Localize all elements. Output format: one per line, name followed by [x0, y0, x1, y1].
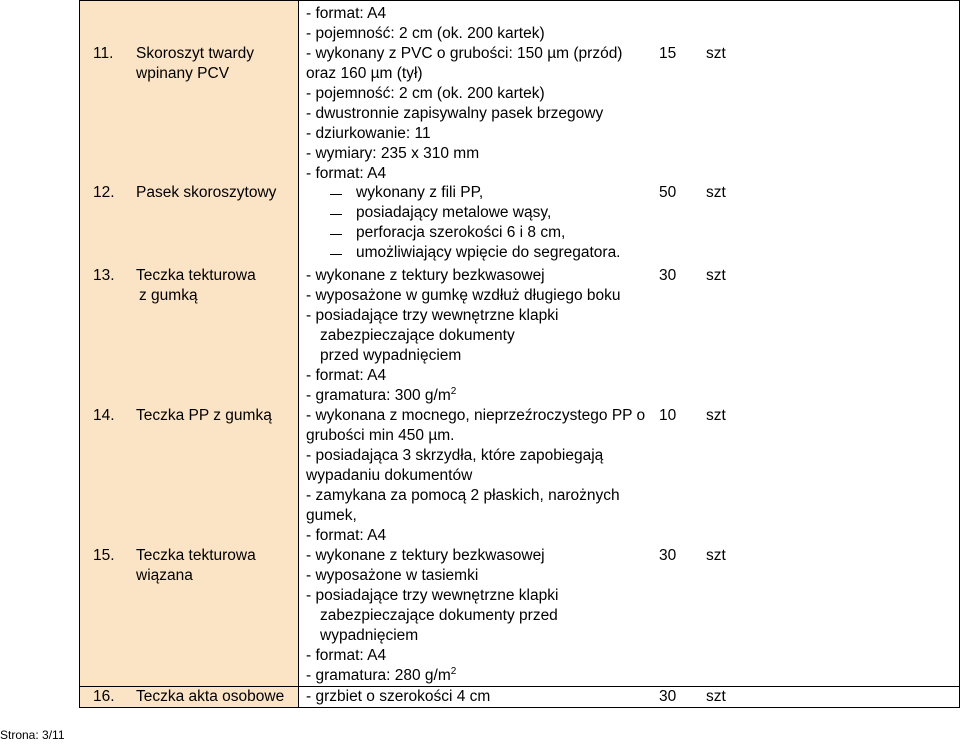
item-name: Teczka tekturowa: [136, 267, 256, 284]
item-quantity: 30: [659, 688, 677, 705]
item-name: z gumką: [139, 287, 198, 304]
item-name: wiązana: [136, 567, 193, 584]
desc-line: - grzbiet o szerokości 4 cm: [306, 688, 491, 705]
desc-line: - wykonane z tektury bezkwasowej: [306, 547, 545, 564]
superscript: 2: [450, 666, 457, 677]
superscript: 2: [450, 386, 457, 397]
desc-text: - gramatura: 300 g/m: [306, 387, 451, 404]
desc-line: - wymiary: 235 x 310 mm: [306, 145, 480, 162]
desc-line: zabezpieczające dokumenty przed: [320, 607, 558, 624]
desc-line: - dwustronnie zapisywalny pasek brzegowy: [306, 105, 604, 122]
desc-line: - posiadająca 3 skrzydła, które zapobiegają: [306, 447, 604, 464]
table-col-divider: [298, 0, 299, 708]
item-quantity: 30: [659, 547, 677, 564]
desc-line: - format: A4: [306, 5, 387, 22]
item-quantity: 50: [659, 184, 677, 201]
desc-line: - format: A4: [306, 647, 387, 664]
desc-line: - wykonana z mocnego, nieprzeźroczystego PP o: [306, 407, 646, 424]
desc-line: - format: A4: [306, 527, 387, 544]
desc-line: - dziurkowanie: 11: [306, 125, 431, 142]
list-dash: [330, 234, 342, 235]
desc-line: [306, 386, 456, 406]
item-number: 11.: [93, 45, 114, 62]
item-name: wpinany PCV: [136, 65, 230, 82]
item-unit: szt: [706, 688, 726, 705]
list-dash: [330, 194, 342, 195]
desc-line: gumek,: [306, 507, 357, 524]
desc-line: oraz 160 µm (tył): [306, 65, 423, 82]
desc-line: - wykonane z tektury bezkwasowej: [306, 267, 545, 284]
item-number: 16.: [93, 688, 115, 705]
desc-line: - format: A4: [306, 165, 387, 182]
item-number: 12.: [93, 184, 115, 201]
desc-line: - posiadające trzy wewnętrzne klapki: [306, 307, 559, 324]
item-unit: szt: [706, 267, 726, 284]
desc-line: - wykonany z PVC o grubości: 150 µm (przód): [306, 45, 623, 62]
item-name: Teczka PP z gumką: [136, 407, 272, 424]
item-number: 15.: [93, 547, 115, 564]
page-number: Strona: 3/11: [0, 728, 65, 742]
list-dash: [330, 214, 342, 215]
item-number: 13.: [93, 267, 115, 284]
desc-line: - wyposażone w tasiemki: [306, 567, 479, 584]
desc-line: umożliwiający wpięcie do segregatora.: [356, 244, 621, 261]
item-name: Skoroszyt twardy: [136, 45, 255, 62]
desc-line: [306, 666, 456, 686]
desc-line: perforacja szerokości 6 i 8 cm,: [356, 224, 566, 241]
desc-line: grubości min 450 µm.: [306, 427, 455, 444]
desc-line: - posiadające trzy wewnętrzne klapki: [306, 587, 559, 604]
desc-line: wykonany z fili PP,: [356, 184, 484, 201]
desc-line: zabezpieczające dokumenty: [320, 327, 515, 344]
desc-line: - pojemność: 2 cm (ok. 200 kartek): [306, 25, 545, 42]
item-quantity: 10: [659, 407, 677, 424]
desc-line: posiadający metalowe wąsy,: [356, 204, 552, 221]
item-quantity: 30: [659, 267, 677, 284]
desc-line: - zamykana za pomocą 2 płaskich, narożnych: [306, 487, 620, 504]
item-unit: szt: [706, 547, 726, 564]
list-dash: [330, 254, 342, 255]
desc-line: - format: A4: [306, 367, 387, 384]
table-bottom-border: [80, 707, 960, 708]
table-left-border: [79, 0, 80, 708]
desc-line: wypadnięciem: [320, 627, 419, 644]
desc-line: przed wypadnięciem: [320, 347, 462, 364]
table-top-border: [80, 0, 960, 1]
item-name: Teczka tekturowa: [136, 547, 256, 564]
item-name: Teczka akta osobowe: [136, 688, 285, 705]
desc-line: - wyposażone w gumkę wzdłuż długiego boku: [306, 287, 621, 304]
item-unit: szt: [706, 45, 726, 62]
item-quantity: 15: [659, 45, 677, 62]
desc-text: - gramatura: 280 g/m: [306, 667, 451, 684]
desc-line: wypadaniu dokumentów: [306, 467, 473, 484]
item-unit: szt: [706, 184, 726, 201]
item-unit: szt: [706, 407, 726, 424]
item-number: 14.: [93, 407, 115, 424]
desc-line: - pojemność: 2 cm (ok. 200 kartek): [306, 85, 545, 102]
item-name: Pasek skoroszytowy: [136, 184, 277, 201]
